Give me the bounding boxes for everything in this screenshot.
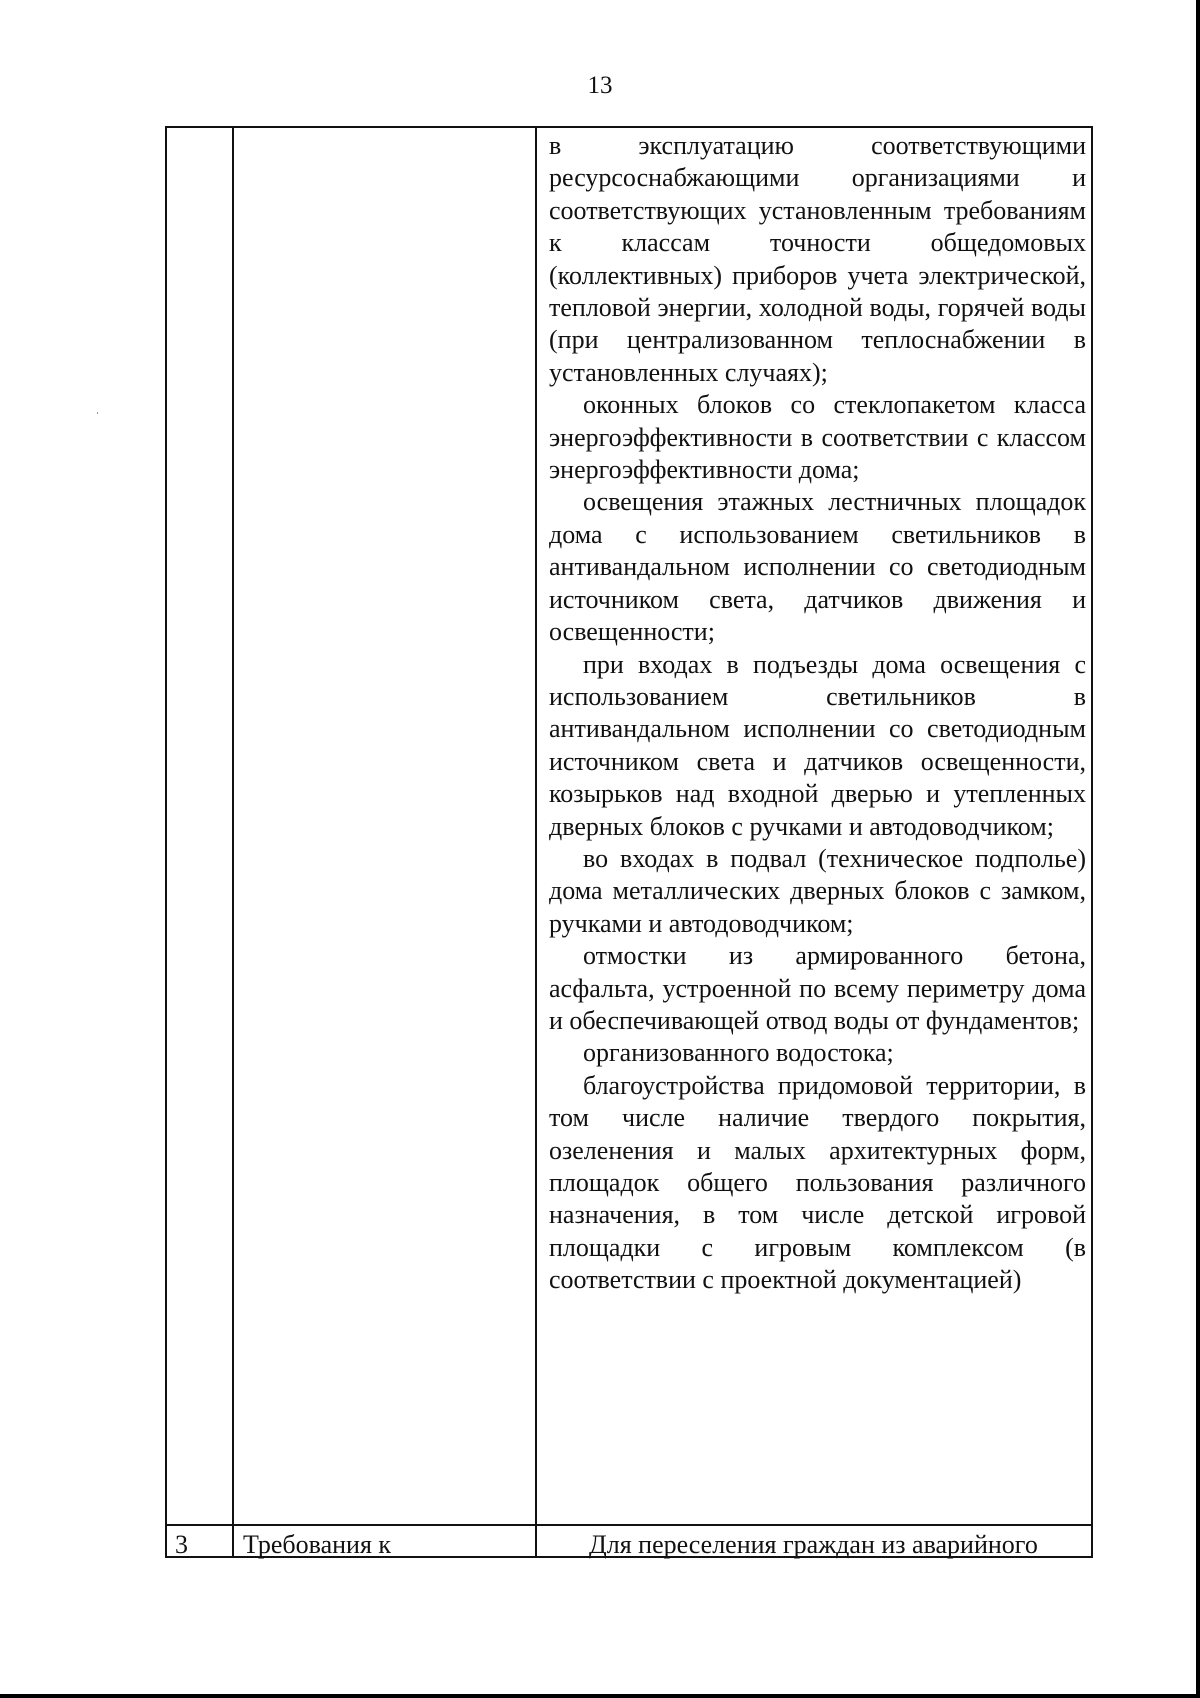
- paragraph: при входах в подъезды дома освещения с использованием светильников в антивандальном исполнении со светодиодным источником света и датчиков освещенности, козырьков над входной дверью и утепленных дверных блоков с ручками и автодоводчиком;: [549, 649, 1086, 841]
- paragraph: отмостки из армированного бетона, асфальта, устроенной по всему периметру дома и обеспечивающей отвод воды от фундаментов;: [549, 941, 1086, 1035]
- paragraph: организованного водостока;: [583, 1038, 894, 1068]
- requirement-text: Для переселения граждан из аварийного: [589, 1530, 1038, 1559]
- continuation-cell: [549, 130, 1086, 1297]
- requirements-table: [165, 126, 1093, 1558]
- paragraph: благоустройства придомовой территории, в том числе наличие твердого покрытия, озеленения и малых архитектурных форм, площадок общего пользования различного назначения, в том числе детской игровой площадки с игровым комплексом (в соответствии с проектной документацией): [549, 1070, 1086, 1295]
- column-divider-1: [232, 126, 234, 1558]
- page-number: 13: [587, 72, 613, 99]
- requirement-title: Требования к: [243, 1530, 392, 1559]
- column-divider-2: [535, 126, 537, 1558]
- row-number: 3: [175, 1530, 188, 1559]
- scan-speck: [97, 412, 98, 414]
- table-border-left: [165, 126, 167, 1558]
- table-border-right: [1091, 126, 1093, 1558]
- paragraph: во входах в подвал (техническое подполье) дома металлических дверных блоков с замком, ручками и автодоводчиком;: [549, 843, 1086, 938]
- table-border-top: [165, 126, 1093, 128]
- scan-edge-right: [1196, 0, 1200, 1698]
- paragraph: в эксплуатацию соответствующими ресурсоснабжающими организациями и соответствующих установленным требованиям к классам точности общедомовых (коллективных) приборов учета электрической, тепловой энергии, холодной воды, горячей воды (при централизованном теплоснабжении в установленных случаях);: [549, 131, 1086, 387]
- row-divider: [165, 1524, 1093, 1526]
- scan-edge-bottom: [0, 1694, 1200, 1698]
- paragraph: освещения этажных лестничных площадок дома с использованием светильников в антивандальном исполнении со светодиодным источником света, датчиков движения и освещенности;: [549, 487, 1086, 647]
- paragraph: оконных блоков со стеклопакетом класса энергоэффективности в соответствии с классом энергоэффективности дома;: [549, 390, 1086, 485]
